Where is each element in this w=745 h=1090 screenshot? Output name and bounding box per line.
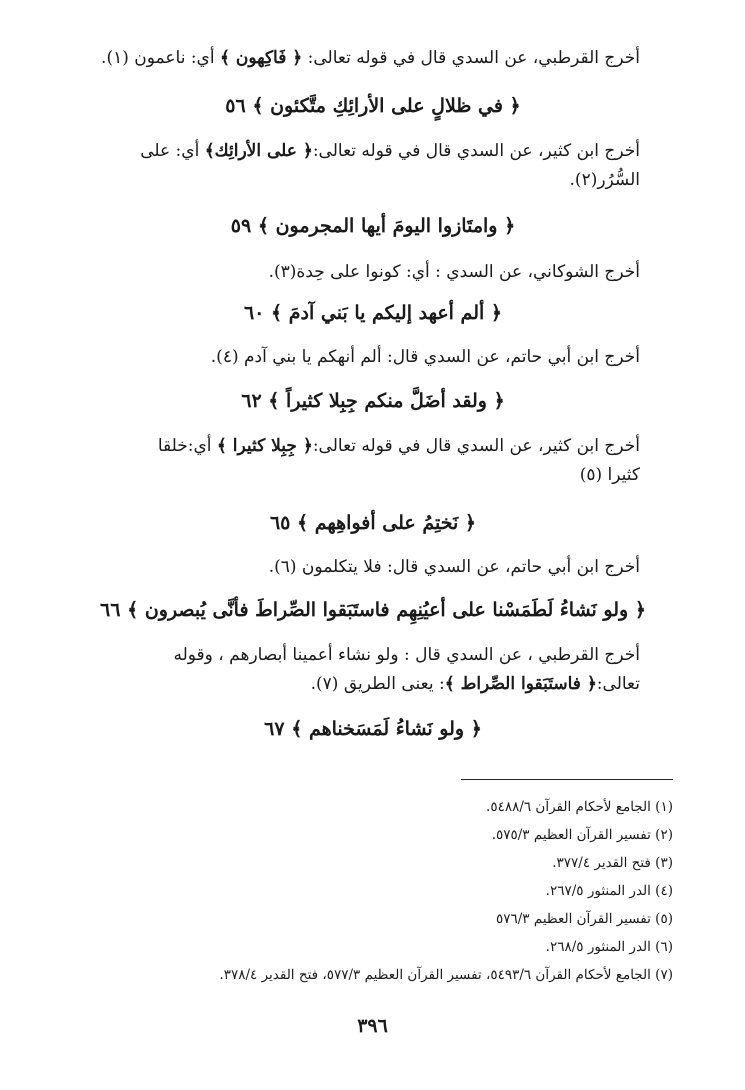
footnote-7: (٧) الجامع لأحكام القرآن ٥٤٩٣/٦، تفسير القرآن العظيم ٥٧٧/٣، فتح القدير ٣٧٨/٤.	[219, 967, 673, 983]
footnote-1: (١) الجامع لأحكام القرآن ٥٤٨٨/٦.	[486, 799, 673, 815]
verse-heading-5: ﴿ نَختِمُ على أفواهِهم ﴾ ٦٥	[269, 512, 477, 534]
quran-quote: ﴿ جِبِلا كثيرا ﴾	[216, 436, 313, 456]
verse-heading-6: ﴿ ولو نَشاءُ لَطَمَسْنا على أعيُنِهِم فاستَبَقوا الصِّراطَ فأنَّى يُبصرون ﴾ ٦٦	[100, 599, 646, 621]
verse-heading-4: ﴿ ولقد أضَلَّ منكم جِبِلا كثيراً ﴾ ٦٢	[241, 390, 505, 412]
paragraph-1	[101, 44, 640, 72]
footnote-6: (٦) الدر المنثور ٢٦٨/٥.	[545, 939, 673, 955]
paragraph-1-text: أخرج القرطبي، عن السدي قال في قوله تعالى:	[302, 48, 640, 68]
paragraph-7-line-1: أخرج القرطبي ، عن السدي قال : ولو نشاء أعمينا أبصارهم ، وقوله	[173, 645, 640, 665]
paragraph-2-text: أخرج ابن كثير، عن السدي قال في قوله تعالى:	[312, 141, 640, 161]
footnote-5: (٥) تفسير القرآن العظيم ٥٧٦/٣	[495, 911, 673, 927]
paragraph-7-text: تعالى:	[596, 674, 640, 694]
verse-heading-7: ﴿ ولو نَشاءُ لَمَسَخناهم ﴾ ٦٧	[264, 718, 482, 740]
paragraph-5-gloss: أي:خلقا	[157, 436, 217, 456]
paragraph-5-line-1	[105, 432, 640, 460]
paragraph-4: أخرج ابن أبي حاتم، عن السدي قال: ألم أنهكم يا بني آدم (٤).	[210, 347, 640, 367]
paragraph-6: أخرج ابن أبي حاتم، عن السدي قال: فلا يتكلمون (٦).	[268, 557, 640, 577]
footnote-2: (٢) تفسير القرآن العظيم ٥٧٥/٣.	[491, 827, 673, 843]
footnote-3: (٣) فتح القدير ٣٧٧/٤.	[552, 855, 673, 871]
paragraph-5-text: أخرج ابن كثير، عن السدي قال في قوله تعالى:	[312, 436, 640, 456]
footnote-divider	[461, 779, 673, 780]
quran-quote: ﴿ على الأرائِك﴾	[204, 141, 313, 161]
paragraph-2-line-1	[105, 137, 640, 165]
verse-heading-3: ﴿ ألم أعهد إليكم يا بَني آدمَ ﴾ ٦٠	[243, 302, 503, 324]
paragraph-1-gloss: أي: ناعمون (١).	[101, 48, 220, 68]
paragraph-7-gloss: : يعنى الطريق (٧).	[310, 674, 445, 694]
paragraph-2-gloss: أي: على	[140, 141, 205, 161]
quran-quote: ﴿ فَاكِهون ﴾	[219, 48, 303, 68]
verse-heading-2: ﴿ وامتَازوا اليومَ أيها المجرمون ﴾ ٥٩	[230, 215, 516, 237]
paragraph-5-line-2: كثيرا (٥)	[579, 465, 640, 485]
quran-quote: ﴿ فاستَبَقوا الصِّراط ﴾	[444, 674, 597, 694]
paragraph-3: أخرج الشوكاني، عن السدي : أي: كونوا على حِدة(٣).	[268, 262, 640, 282]
footnote-4: (٤) الدر المنثور ٢٦٧/٥.	[545, 883, 673, 899]
verse-heading-1: ﴿ في ظلالٍ على الأرائِكِ متَّكئون ﴾ ٥٦	[225, 95, 521, 117]
paragraph-7-line-2	[105, 670, 640, 698]
paragraph-2-line-2: السُّرُر(٢).	[569, 170, 640, 190]
page-number: ٣٩٦	[357, 1015, 388, 1037]
